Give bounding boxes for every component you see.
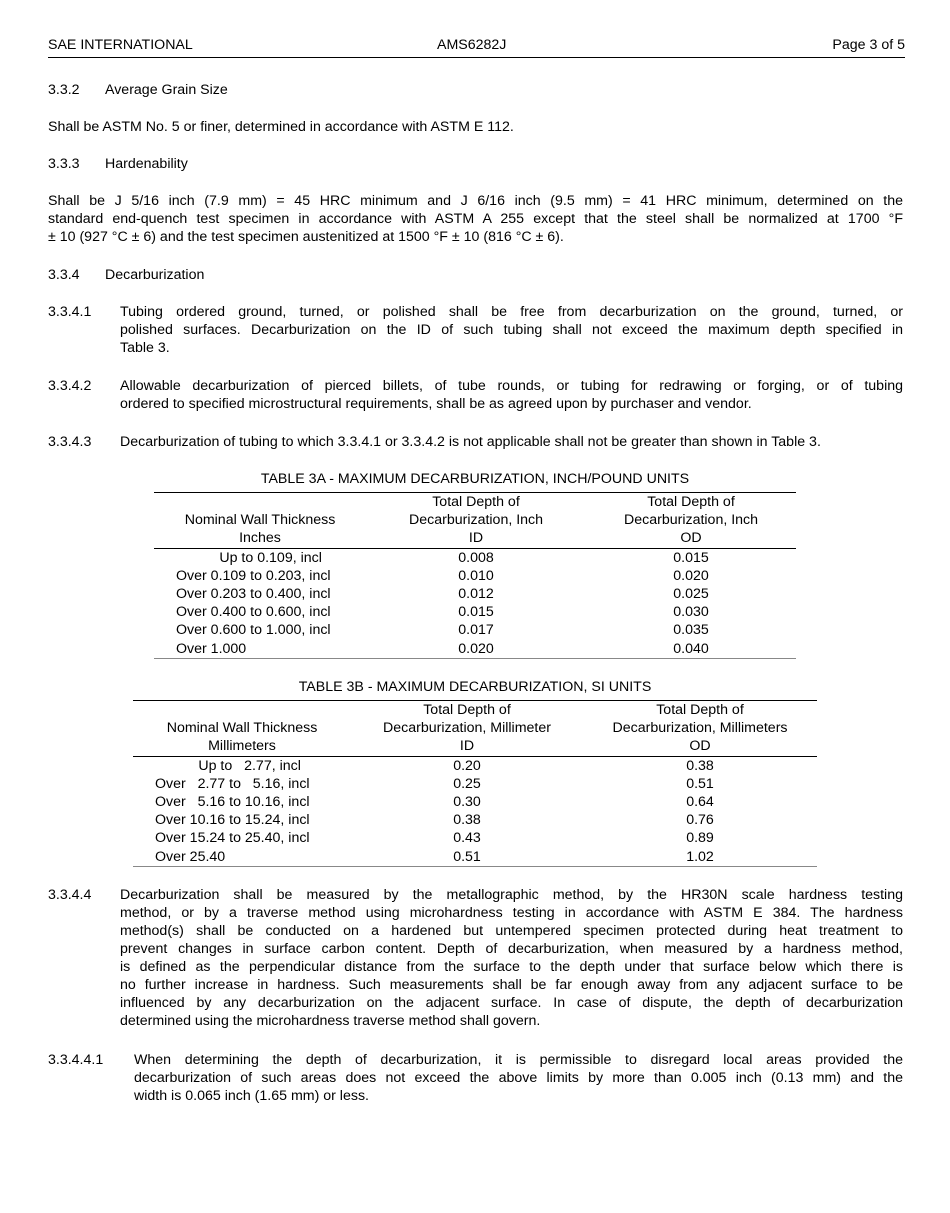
body-line: Table 3. — [120, 340, 170, 356]
table-cell: 0.20 — [453, 757, 481, 774]
table-cell: 0.25 — [453, 775, 481, 792]
section-number: 3.3.2 — [48, 82, 80, 98]
section-number: 3.3.4.3 — [48, 434, 92, 450]
table-cell: 0.020 — [458, 640, 494, 657]
section-heading: Decarburization — [105, 267, 205, 283]
body-line: Decarburization of tubing to which 3.3.4.1 or 3.3.4.2 is not applicable shall not be greater than shown in Table 3. — [120, 434, 821, 450]
body-line: Allowable decarburization of pierced billets, of tube rounds, or tubing for redrawing or forging, or of tubing — [120, 378, 903, 394]
table-cell: 0.43 — [453, 830, 481, 847]
body-line: determined using the microhardness traverse method shall govern. — [120, 1013, 541, 1029]
table-row — [133, 829, 817, 847]
section-number: 3.3.4.2 — [48, 378, 92, 394]
section-heading: Hardenability — [105, 156, 188, 172]
table-header-cell: Total Depth of — [647, 494, 735, 510]
section-number: 3.3.3 — [48, 156, 80, 172]
header-org: SAE INTERNATIONAL — [48, 37, 193, 53]
table-row — [133, 793, 817, 811]
body-line: influenced by any decarburization on the adjacent surface. In case of dispute, the depth of decarburization — [120, 995, 903, 1011]
table-cell: 0.015 — [673, 549, 709, 566]
table-header-cell: Decarburization, Millimeter — [383, 720, 551, 737]
table-header-cell: Total Depth of — [432, 494, 520, 510]
table-cell: 0.020 — [673, 567, 709, 584]
body-line: Tubing ordered ground, turned, or polished shall be free from decarburization on the ground, turned, or — [120, 304, 903, 320]
section-number: 3.3.4.4.1 — [48, 1052, 104, 1068]
table-cell: 0.030 — [673, 604, 709, 621]
page-header — [48, 36, 905, 58]
table-cell: Over 25.40 — [155, 848, 226, 865]
table-header-cell: Nominal Wall Thickness — [184, 512, 336, 529]
table-cell: 0.010 — [458, 567, 494, 584]
table-header-row — [133, 737, 817, 756]
table-header-row — [154, 529, 796, 548]
table-cell: Over 0.203 to 0.400, incl — [176, 586, 331, 603]
header-doc-id: AMS6282J — [437, 37, 507, 53]
table-header-cell: Decarburization, Inch — [408, 512, 544, 529]
table-cell: Over 0.400 to 0.600, incl — [176, 604, 331, 621]
table-row — [154, 548, 796, 567]
table-cell: 0.76 — [686, 812, 714, 829]
table-cell: Over 10.16 to 15.24, incl — [155, 812, 310, 829]
section-number: 3.3.4 — [48, 267, 80, 283]
table-header-cell: OD — [689, 738, 711, 755]
table-header-cell: Total Depth of — [656, 702, 744, 718]
table-row — [133, 775, 817, 793]
table-3b-bottom-rule — [133, 866, 817, 867]
table-cell: 0.30 — [453, 794, 481, 811]
table-3b-caption: TABLE 3B - MAXIMUM DECARBURIZATION, SI UNITS — [298, 679, 652, 695]
table-row — [133, 848, 817, 866]
table-cell: 0.015 — [458, 604, 494, 621]
table-cell: Over 15.24 to 25.40, incl — [155, 830, 310, 847]
table-cell: Over 0.600 to 1.000, incl — [176, 622, 331, 639]
body-line: Decarburization shall be measured by the metallographic method, by the HR30N scale hardness testing — [120, 887, 903, 903]
table-cell: 0.89 — [686, 830, 714, 847]
table-cell: 0.040 — [673, 640, 709, 657]
table-cell: Up to 0.109, incl — [176, 549, 322, 566]
table-cell: 0.008 — [458, 549, 494, 566]
body-line: width is 0.065 inch (1.65 mm) or less. — [134, 1088, 369, 1104]
section-body: Shall be ASTM No. 5 or finer, determined in accordance with ASTM E 112. — [48, 119, 514, 135]
body-line: Shall be J 5/16 inch (7.9 mm) = 45 HRC minimum and J 6/16 inch (9.5 mm) = 41 HRC minimum, determined on the — [48, 193, 903, 209]
body-line: method, or by a traverse method using microhardness testing in accordance with ASTM E 384. The hardness — [120, 905, 903, 921]
section-heading: Average Grain Size — [105, 82, 228, 98]
body-line: standard end-quench test specimen in accordance with ASTM A 255 except that the steel shall be normalized at 1700 °F — [48, 211, 903, 227]
table-row — [154, 567, 796, 585]
body-line: no further increase in hardness. Such measurements shall be far enough away from any adjacent surface to be — [120, 977, 903, 993]
header-page-number: Page 3 of 5 — [832, 37, 905, 53]
table-cell: Over 1.000 — [176, 640, 247, 657]
table-header-cell: Inches — [239, 530, 281, 547]
section-number: 3.3.4.1 — [48, 304, 92, 320]
table-cell: Up to 2.77, incl — [155, 757, 301, 774]
table-header-row — [133, 719, 817, 737]
body-line: decarburization of such areas does not exceed the above limits by more than 0.005 inch (0.13 mm) and the — [134, 1070, 903, 1086]
body-line: is defined as the perpendicular distance from the surface to the depth under that surface below which there is — [120, 959, 903, 975]
table-row — [133, 811, 817, 829]
table-row — [154, 603, 796, 621]
table-header-row — [154, 511, 796, 529]
table-3a-bottom-rule — [154, 658, 796, 659]
table-row — [154, 585, 796, 603]
table-cell: 0.012 — [458, 586, 494, 603]
table-header-row — [154, 493, 796, 511]
table-cell: Over 2.77 to 5.16, incl — [155, 775, 310, 792]
body-line: prevent changes in surface carbon content. Depth of decarburization, when measured by a hardness method, — [120, 941, 903, 957]
body-line: ± 10 (927 °C ± 6) and the test specimen austenitized at 1500 °F ± 10 (816 °C ± 6). — [48, 229, 564, 245]
body-line: When determining the depth of decarburization, it is permissible to disregard local areas provided the — [134, 1052, 903, 1068]
table-header-cell: Decarburization, Inch — [623, 512, 759, 529]
body-line: ordered to specified microstructural requirements, shall be as agreed upon by purchaser and vendor. — [120, 396, 752, 412]
table-cell: 1.02 — [686, 848, 714, 865]
table-3a — [154, 493, 796, 658]
table-header-row — [133, 701, 817, 719]
table-row — [133, 756, 817, 775]
table-cell: 0.025 — [673, 586, 709, 603]
table-cell: 0.51 — [686, 775, 714, 792]
table-3b — [133, 701, 817, 866]
table-cell: 0.64 — [686, 794, 714, 811]
table-cell: 0.38 — [453, 812, 481, 829]
table-row — [154, 640, 796, 658]
table-header-cell: OD — [680, 530, 702, 547]
table-cell: 0.017 — [458, 622, 494, 639]
table-header-cell: Total Depth of — [423, 702, 511, 718]
table-header-cell: Decarburization, Millimeters — [612, 720, 788, 737]
table-header-cell — [154, 493, 366, 511]
section-number: 3.3.4.4 — [48, 887, 92, 903]
table-header-cell: ID — [459, 738, 475, 755]
table-row — [154, 621, 796, 639]
table-header-cell: ID — [468, 530, 484, 547]
table-cell: Over 0.109 to 0.203, incl — [176, 567, 331, 584]
table-cell: 0.51 — [453, 848, 481, 865]
table-header-cell — [133, 701, 351, 719]
body-line: polished surfaces. Decarburization on the ID of such tubing shall not exceed the maximum depth specified in — [120, 322, 903, 338]
table-3a-caption: TABLE 3A - MAXIMUM DECARBURIZATION, INCH/POUND UNITS — [260, 471, 690, 487]
table-cell: 0.38 — [686, 757, 714, 774]
table-header-cell: Nominal Wall Thickness — [166, 720, 318, 737]
table-cell: 0.035 — [673, 622, 709, 639]
table-cell: Over 5.16 to 10.16, incl — [155, 794, 310, 811]
table-header-cell: Millimeters — [208, 738, 276, 755]
body-line: method(s) shall be conducted on a hardened but untempered specimen protected during heat treatment to — [120, 923, 903, 939]
